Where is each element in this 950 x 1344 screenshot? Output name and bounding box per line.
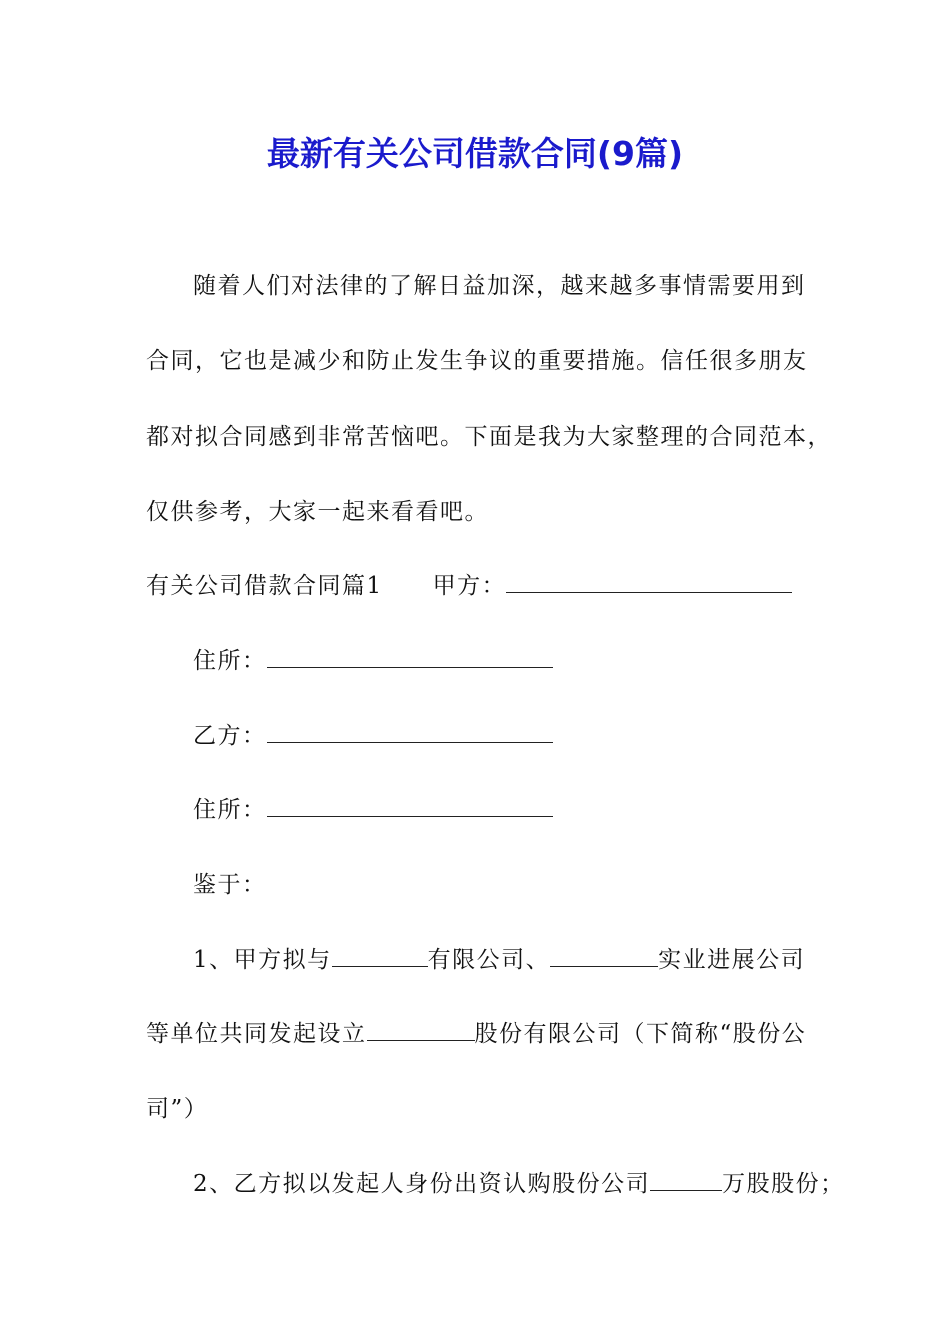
clause-1-text-d: 等单位共同发起设立 xyxy=(146,1021,367,1047)
address-label-1: 住所： xyxy=(193,648,267,674)
document-title: 最新有关公司借款合同(9篇) xyxy=(266,134,684,173)
clause-1-line-1 xyxy=(193,940,805,980)
clause-1-text-b: 有限公司、 xyxy=(427,947,551,973)
section-heading: 有关公司借款合同篇1 xyxy=(146,573,383,599)
whereas-label: 鉴于： xyxy=(193,872,267,898)
clause-1-text-c: 实业进展公司 xyxy=(658,947,806,973)
clause-2-blank-1[interactable] xyxy=(650,1170,722,1191)
party-b-label: 乙方： xyxy=(193,723,267,749)
address-row-1 xyxy=(193,641,553,681)
party-b-blank[interactable] xyxy=(267,722,553,743)
address-row-2 xyxy=(193,790,553,830)
intro-line-2: 合同，它也是减少和防止发生争议的重要措施。信任很多朋友 xyxy=(146,348,808,374)
clause-1-blank-3[interactable] xyxy=(367,1020,475,1041)
clause-2-line-1 xyxy=(193,1164,845,1204)
clause-1-blank-2[interactable] xyxy=(550,946,658,967)
clause-1-blank-1[interactable] xyxy=(332,946,428,967)
intro-line-4: 仅供参考，大家一起来看看吧。 xyxy=(146,499,489,525)
clause-1-line-3: 司”） xyxy=(146,1096,209,1122)
address-blank-2[interactable] xyxy=(267,796,553,817)
clause-1-line-2 xyxy=(146,1014,806,1054)
party-a-blank[interactable] xyxy=(506,572,792,593)
address-label-2: 住所： xyxy=(193,797,267,823)
section-heading-row xyxy=(146,566,792,606)
clause-1-text-e: 股份有限公司（下简称“股份公 xyxy=(474,1021,807,1047)
address-blank-1[interactable] xyxy=(267,647,553,668)
intro-line-3: 都对拟合同感到非常苦恼吧。下面是我为大家整理的合同范本， xyxy=(146,424,832,450)
clause-2-text-b: 万股股份； xyxy=(722,1171,845,1197)
party-a-label: 甲方： xyxy=(432,573,507,599)
clause-1-text-a: 1、甲方拟与 xyxy=(193,947,332,973)
intro-line-1: 随着人们对法律的了解日益加深，越来越多事情需要用到 xyxy=(193,273,806,299)
clause-2-text-a: 2、乙方拟以发起人身份出资认购股份公司 xyxy=(193,1171,651,1197)
party-b-row xyxy=(193,716,553,756)
